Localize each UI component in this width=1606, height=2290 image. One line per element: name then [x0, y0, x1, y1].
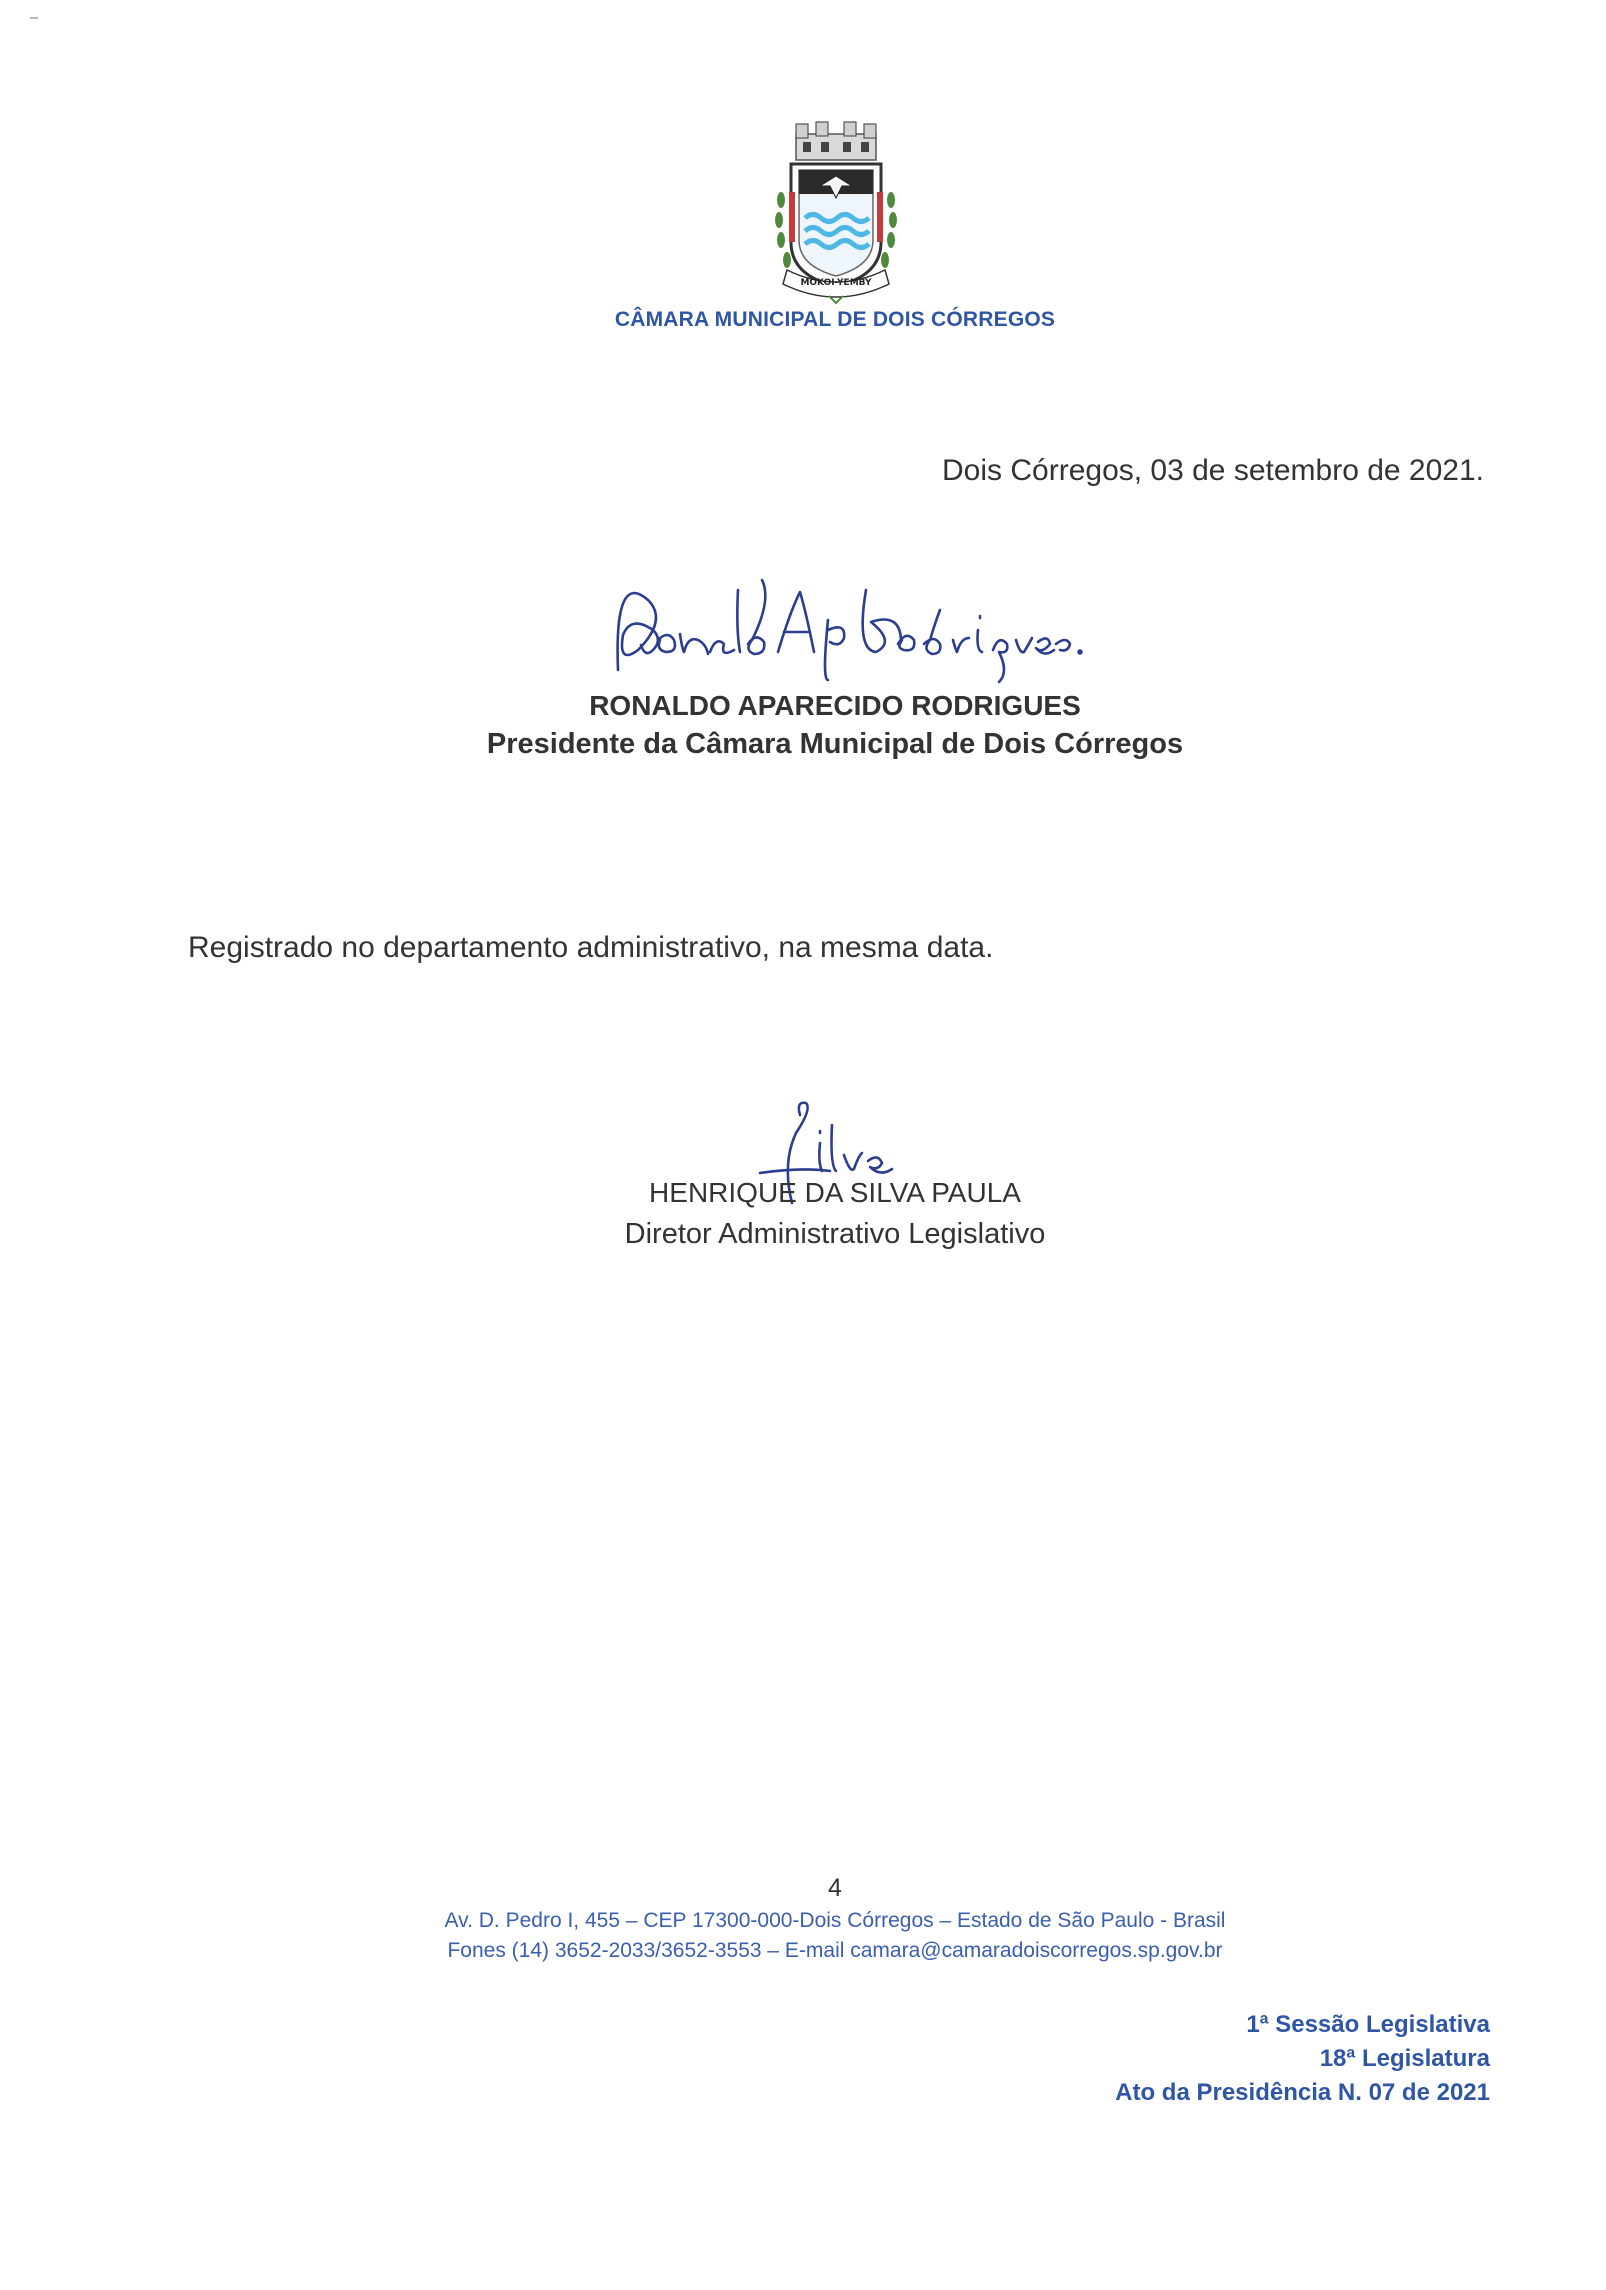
svg-text:MOKOI-YEMBY: MOKOI-YEMBY — [800, 278, 872, 288]
organization-name: CÂMARA MUNICIPAL DE DOIS CÓRREGOS — [614, 308, 1056, 331]
session-line-3: Ato da Presidência N. 07 de 2021 — [1115, 2079, 1490, 2106]
session-info — [1115, 2008, 1490, 2110]
registration-note: Registrado no departamento administrativo, na mesma data. — [188, 931, 994, 964]
date-line: Dois Córregos, 03 de setembro de 2021. — [942, 454, 1484, 487]
footer-contacts: Fones (14) 3652-2033/3652-3553 – E-mail camara@camaradoiscorregos.sp.gov.br — [447, 1939, 1223, 1962]
municipal-crest-logo — [763, 120, 909, 305]
shield-icon — [789, 164, 883, 286]
signer-2-name: HENRIQUE DA SILVA PAULA — [649, 1177, 1021, 1208]
session-line-2: 18ª Legislatura — [1319, 2045, 1490, 2072]
page-number: 4 — [828, 1874, 842, 1902]
handwritten-signature-1 — [598, 560, 1118, 690]
footer-address: Av. D. Pedro I, 455 – CEP 17300-000-Dois Córregos – Estado de São Paulo - Brasil — [444, 1909, 1226, 1932]
scan-speck — [30, 17, 38, 19]
signer-1-title: Presidente da Câmara Municipal de Dois Córregos — [486, 728, 1184, 760]
crown-icon — [796, 122, 876, 160]
signer-1-name: RONALDO APARECIDO RODRIGUES — [589, 690, 1081, 721]
session-line-1: 1ª Sessão Legislativa — [1246, 2011, 1490, 2038]
signer-2-title: Diretor Administrativo Legislativo — [624, 1218, 1046, 1250]
